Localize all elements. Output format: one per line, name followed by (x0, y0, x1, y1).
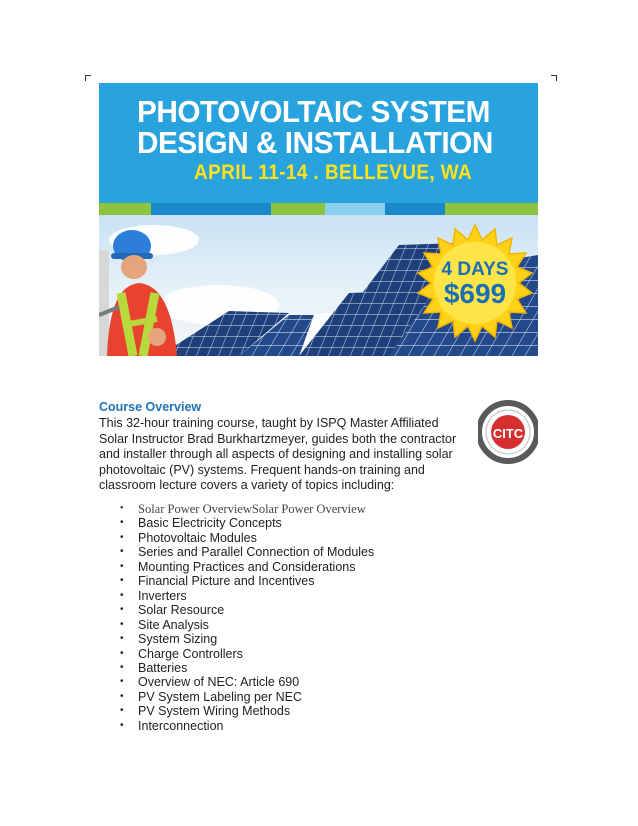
course-description: This 32-hour training course, taught by ISPQ Master Affiliated Solar Instructor Brad Burkhartzmeyer, guides both the contractor and installer through all aspects of designing and installing solar photovoltaic (PV) systems. Frequent hands-on training and classroom lecture covers a variety of topics including: (99, 416, 457, 492)
citc-logo (478, 396, 538, 468)
logo-text: CITC (492, 426, 524, 441)
stripe-blue (151, 203, 271, 215)
stripe-blue-2 (385, 203, 445, 215)
topic-list-item: • Photovoltaic Modules (120, 531, 374, 545)
badge-days: 4 DAYS (441, 259, 509, 280)
banner-title (137, 96, 521, 158)
topic-list-item: • Overview of NEC: Article 690 (120, 675, 374, 689)
topic-list-item: • System Sizing (120, 632, 374, 646)
topic-list-item: • Financial Picture and Incentives (120, 574, 374, 588)
topic-list-item: • Solar Resource (120, 603, 374, 617)
stripe-green (99, 203, 151, 215)
worker-face (121, 255, 147, 279)
topic-list-item: • Solar Power OverviewSolar Power Overview (120, 502, 374, 516)
topic-list-item: • Inverters (120, 589, 374, 603)
topic-list-item: • PV System Wiring Methods (120, 704, 374, 718)
stripe-green-2 (271, 203, 325, 215)
topic-list-item: • Basic Electricity Concepts (120, 516, 374, 530)
topic-list (120, 502, 374, 733)
topic-list-item: • Series and Parallel Connection of Modules (120, 545, 374, 559)
topic-list-item: • Charge Controllers (120, 647, 374, 661)
crop-mark-top-left (85, 75, 91, 81)
topic-list-item: • Site Analysis (120, 618, 374, 632)
banner-dates: APRIL 11-14 . BELLEVUE, WA (194, 161, 473, 184)
topic-list-item: • Batteries (120, 661, 374, 675)
section-heading: Course Overview (99, 400, 202, 414)
course-banner (99, 83, 538, 356)
worker-hand (148, 328, 166, 346)
topic-list-item: • Mounting Practices and Considerations (120, 560, 374, 574)
banner-title-line2: DESIGN & INSTALLATION (137, 125, 493, 160)
crop-mark-top-right (551, 75, 557, 81)
banner-title-line1: PHOTOVOLTAIC SYSTEM (137, 94, 490, 129)
topic-list-item: • PV System Labeling per NEC (120, 690, 374, 704)
stripe-green-3 (445, 203, 538, 215)
badge-price: $699 (443, 278, 507, 309)
scaffold-post (99, 250, 109, 356)
course-overview (99, 400, 469, 494)
stripe-light-blue (325, 203, 385, 215)
price-badge (415, 223, 535, 343)
topic-list-item: • Interconnection (120, 719, 374, 733)
